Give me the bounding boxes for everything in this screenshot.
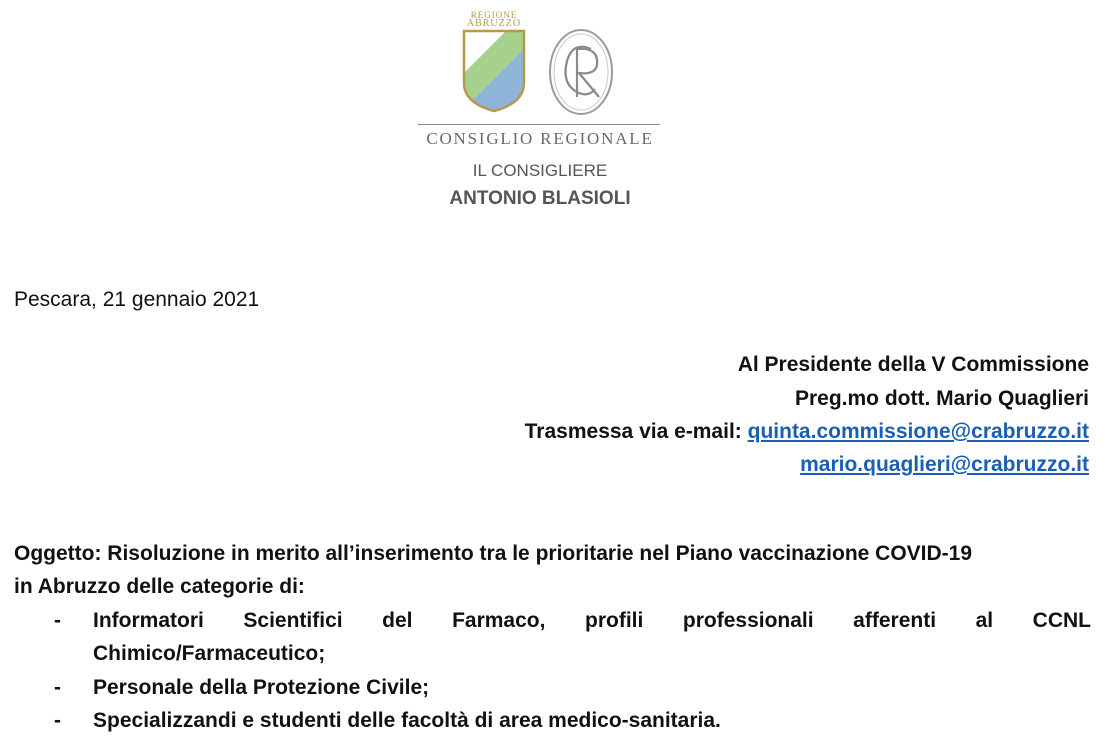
list-item-1-line-2: Chimico/Farmaceutico;: [93, 642, 326, 665]
list-item-1-word: al: [975, 609, 994, 632]
email-link-commission[interactable]: quinta.commissione@crabruzzo.it: [747, 420, 1089, 443]
subject-line-1: Oggetto: Risoluzione in merito all’inserimento tra le prioritarie nel Piano vaccinazione COVID-19: [14, 542, 973, 565]
email-link-president[interactable]: mario.quaglieri@crabruzzo.it: [800, 453, 1089, 476]
councillor-role: IL CONSIGLIERE: [472, 161, 608, 180]
recipient-line-2: Preg.mo dott. Mario Quaglieri: [794, 387, 1089, 410]
list-item-1-line-1: [93, 608, 1091, 633]
list-item-1-word: afferenti: [853, 609, 937, 632]
recipient-email-line: [525, 419, 1089, 444]
region-abruzzo-logo: [458, 10, 530, 118]
bullet-marker: -: [54, 676, 61, 699]
recipient-email-line-2: [800, 452, 1089, 477]
shield-icon: [458, 29, 530, 113]
transmitted-label: Trasmessa via e-mail:: [524, 420, 748, 443]
council-logo: [547, 27, 615, 117]
cr-monogram-icon: [547, 27, 615, 117]
list-item-1-word: Scientifici: [243, 609, 343, 632]
list-item-2: Personale della Protezione Civile;: [93, 676, 430, 699]
list-item-3: Specializzandi e studenti delle facoltà di area medico-sanitaria.: [93, 709, 721, 732]
header-divider: [418, 124, 660, 125]
list-item-1-word: Informatori: [93, 609, 204, 632]
recipient-line-1: Al Presidente della V Commissione: [737, 353, 1089, 376]
bullet-marker: -: [54, 709, 61, 732]
subject-line-2: in Abruzzo delle categorie di:: [14, 575, 305, 598]
council-name: CONSIGLIO REGIONALE: [426, 129, 654, 148]
region-logo-line2: ABRUZZO: [466, 18, 522, 29]
region-logo-line1: REGIONE: [470, 10, 518, 20]
list-item-1-word: profili: [585, 609, 644, 632]
councillor-name: ANTONIO BLASIOLI: [449, 188, 631, 209]
list-item-1-word: del: [382, 609, 413, 632]
list-item-1-word: professionali: [682, 609, 814, 632]
date-line: Pescara, 21 gennaio 2021: [14, 288, 260, 311]
list-item-1-word: Farmaco,: [452, 609, 546, 632]
bullet-marker: -: [54, 609, 61, 632]
list-item-1-word: CCNL: [1032, 609, 1091, 632]
